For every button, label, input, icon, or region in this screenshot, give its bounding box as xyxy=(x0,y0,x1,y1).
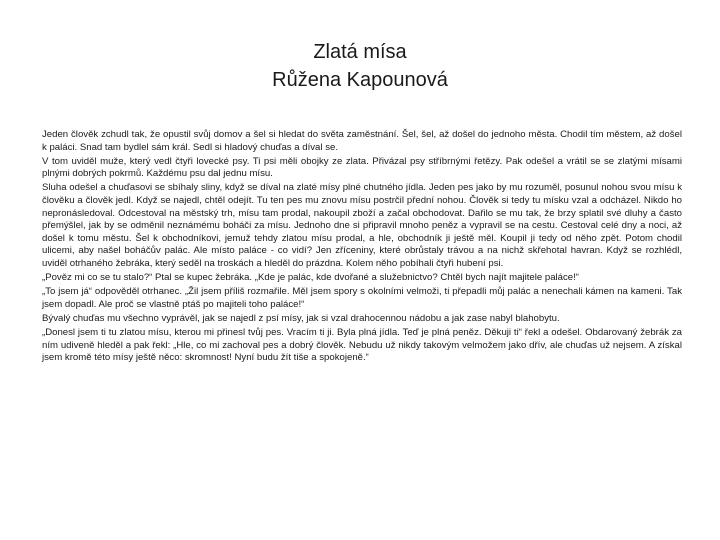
title-block xyxy=(0,38,720,94)
paragraph-3: Sluha odešel a chuďasovi se sbíhaly sliny, když se díval na zlaté mísy plné chutného jídla. Jeden pes jako by mu rozuměl, posunul nohou svou mísu k člověku a člověk jedl. Když se najedl, chtěl odejít. Tu ten pes mu znovu mísu postrčil přední nohou. Člověk si tedy tu mísku vzal a odcházel. Nikdo ho nepronásledoval. Odcestoval na městský trh, mísu tam prodal, nakoupil zboží a začal obchodovat. Dařilo se mu tak, že brzy splatil své dluhy a často přemýšlel, jak by se odměnil neznámému boháči za mísu. Jednoho dne si připravil mnoho peněz a vypravil se na cestu. Cestoval celé dny a noci, až došel k tomu městu. Šel k obchodníkovi, jemuž tehdy zlatou mísu prodal, a hle, obchodník ji ještě měl. Koupil ji tedy od něho zpět. Potom chodil ulicemi, aby našel boháčův palác. Ale místo paláce - co vidí? Jen zříceniny, které obrůstaly trávou a na nichž skřehotal havran. Když se rozhlédl, uviděl otrhaného žebráka, který seděl na troskách a hleděl do prázdna. Kolem něho pobíhali čtyři hubení psi. xyxy=(42,182,682,269)
paragraph-7: „Donesl jsem ti tu zlatou mísu, kterou mi přinesl tvůj pes. Vracím ti ji. Byla plná jídla. Teď je plná peněz. Děkuji ti“ řekl a odešel. Obdarovaný žebrák za ním udiveně hleděl a pak řekl: „Hle, co mi zachoval pes a dobrý člověk. Nebudu už nikdy takovým velmožem jako dřív, ale chuďas už nejsem. A získal jsem kromě této mísy ještě něco: skromnost! Nyní budu žít tiše a spokojeně.“ xyxy=(42,326,682,364)
paragraph-1: Jeden člověk zchudl tak, že opustil svůj domov a šel si hledat do světa zaměstnání. Šel, šel, až došel do jednoho města. Chodil tím městem, až došel k paláci. Snad tam bydlel sám král. Sedl si hladový chuďas a díval se. xyxy=(42,129,682,153)
paragraph-4: „Pověz mi co se tu stalo?“ Ptal se kupec žebráka. „Kde je palác, kde dvořané a služebnictvo? Chtěl bych najít majitele paláce!“ xyxy=(42,272,579,284)
paragraph-5: „To jsem já“ odpověděl otrhanec. „Žil jsem příliš rozmařile. Měl jsem spory s okolními velmoži, ti přepadli můj palác a nenechali kámen na kameni. Tak jsem dopadl. Ale proč se vlastně ptáš po majiteli toho paláce!“ xyxy=(42,286,682,310)
paragraph-2: V tom uviděl muže, který vedl čtyři lovecké psy. Ti psi měli obojky ze zlata. Přivázal psy stříbrnými řetězy. Pak odešel a vrátil se se zlatými mísami plnými dobrých pokrmů. Každému psu dal jednu mísu. xyxy=(42,155,682,180)
story-title: Zlatá mísa xyxy=(313,41,407,63)
story-text xyxy=(42,129,682,366)
paragraph-6: Bývalý chuďas mu všechno vyprávěl, jak se najedl z psí mísy, jak si vzal drahocennou nádobu a jak zase nabyl blahobytu. xyxy=(42,312,560,324)
story-author: Růžena Kapounová xyxy=(272,69,448,91)
